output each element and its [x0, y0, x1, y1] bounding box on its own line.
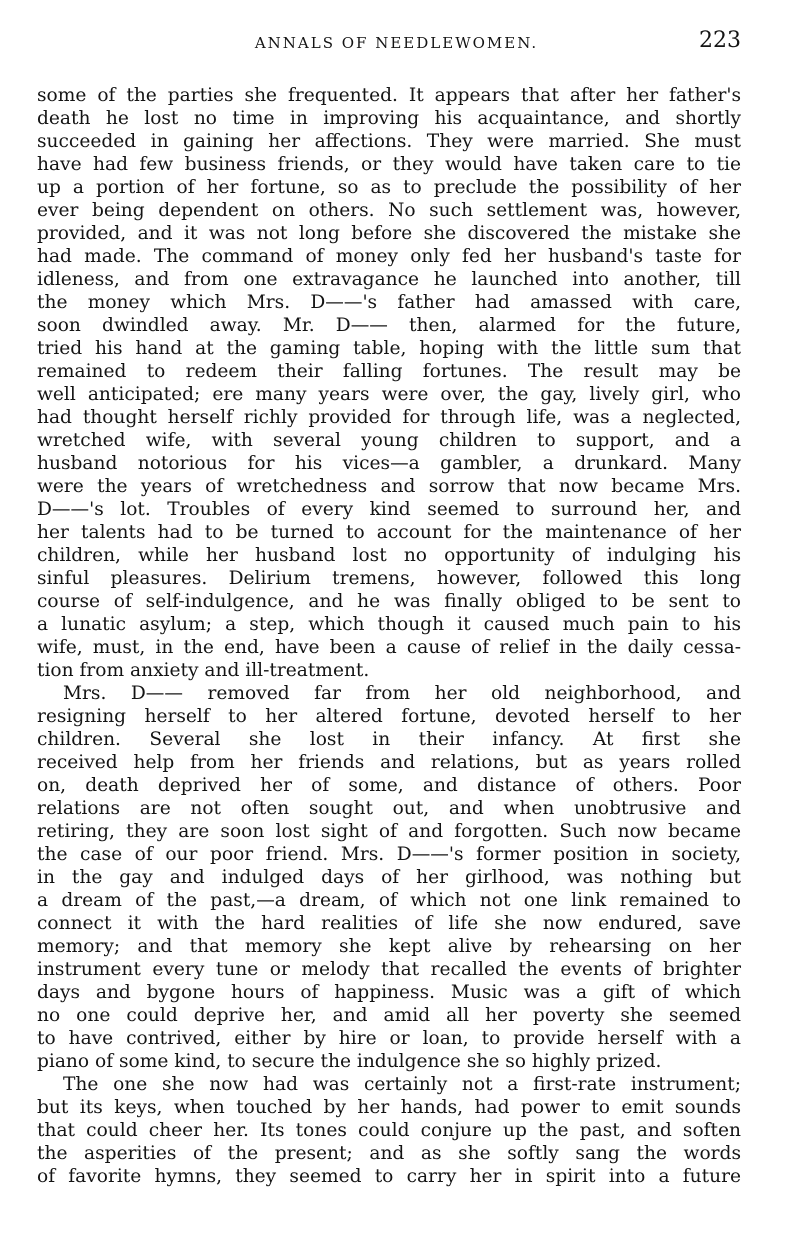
- text-line: remained to redeem their falling fortunes. The result may be: [37, 361, 741, 382]
- text-line: D——'s lot. Troubles of every kind seemed to surround her, and: [37, 499, 741, 520]
- text-line: relations are not often sought out, and when unobtrusive and: [37, 798, 741, 819]
- text-line: the money which Mrs. D——'s father had amassed with care,: [37, 292, 741, 313]
- text-line: the case of our poor friend. Mrs. D——'s former position in society,: [37, 844, 741, 865]
- text-line: retiring, they are soon lost sight of and forgotten. Such now became: [37, 821, 741, 842]
- text-line: on, death deprived her of some, and distance of others. Poor: [37, 775, 741, 796]
- text-line: connect it with the hard realities of life she now endured, save: [37, 913, 741, 934]
- text-line: a dream of the past,—a dream, of which not one link remained to: [37, 890, 741, 911]
- paragraph: [37, 682, 741, 1073]
- text-line: Mrs. D—— removed far from her old neighborhood, and: [63, 683, 741, 704]
- text-line: up a portion of her fortune, so as to preclude the possibility of her: [37, 177, 741, 198]
- text-line: that could cheer her. Its tones could conjure up the past, and soften: [37, 1120, 741, 1141]
- text-line: of favorite hymns, they seemed to carry her in spirit into a future: [37, 1166, 741, 1187]
- text-line: in the gay and indulged days of her girlhood, was nothing but: [37, 867, 741, 888]
- text-line: ever being dependent on others. No such settlement was, however,: [37, 200, 741, 221]
- text-line: course of self-indulgence, and he was finally obliged to be sent to: [37, 591, 741, 612]
- text-line: received help from her friends and relations, but as years rolled: [37, 752, 741, 773]
- text-line: sinful pleasures. Delirium tremens, however, followed this long: [37, 568, 741, 589]
- text-line: husband notorious for his vices—a gambler, a drunkard. Many: [37, 453, 741, 474]
- text-line: tried his hand at the gaming table, hoping with the little sum that: [37, 338, 741, 359]
- text-line: have had few business friends, or they would have taken care to tie: [37, 154, 741, 175]
- text-line: were the years of wretchedness and sorrow that now became Mrs.: [37, 476, 741, 497]
- text-line: piano of some kind, to secure the indulgence she so highly prized.: [37, 1051, 662, 1072]
- paragraph: [37, 1073, 741, 1188]
- text-line: her talents had to be turned to account for the maintenance of her: [37, 522, 741, 543]
- text-line: children, while her husband lost no opportunity of indulging his: [37, 545, 741, 566]
- text-line: had made. The command of money only fed her husband's taste for: [37, 246, 741, 267]
- running-title: ANNALS OF NEEDLEWOMEN.: [254, 34, 539, 52]
- text-line: days and bygone hours of happiness. Music was a gift of which: [37, 982, 741, 1003]
- text-line: soon dwindled away. Mr. D—— then, alarmed for the future,: [37, 315, 741, 336]
- text-line: idleness, and from one extravagance he launched into another, till: [37, 269, 741, 290]
- text-line: provided, and it was not long before she discovered the mistake she: [37, 223, 741, 244]
- text-line: wife, must, in the end, have been a cause of relief in the daily cessa-: [37, 637, 741, 658]
- text-line: instrument every tune or melody that recalled the events of brighter: [37, 959, 741, 980]
- text-line: death he lost no time in improving his acquaintance, and shortly: [37, 108, 741, 129]
- text-line: some of the parties she frequented. It appears that after her father's: [37, 85, 741, 106]
- text-line: a lunatic asylum; a step, which though it caused much pain to his: [37, 614, 741, 635]
- body-text: [37, 84, 741, 1188]
- text-line: no one could deprive her, and amid all her poverty she seemed: [37, 1005, 741, 1026]
- paragraph: [37, 84, 741, 682]
- text-line: had thought herself richly provided for through life, was a neglected,: [37, 407, 741, 428]
- text-line: wretched wife, with several young children to support, and a: [37, 430, 741, 451]
- text-line: The one she now had was certainly not a first-rate instrument;: [63, 1074, 741, 1095]
- text-line: but its keys, when touched by her hands, had power to emit sounds: [37, 1097, 741, 1118]
- text-line: resigning herself to her altered fortune, devoted herself to her: [37, 706, 741, 727]
- text-line: memory; and that memory she kept alive by rehearsing on her: [37, 936, 741, 957]
- text-line: children. Several she lost in their infancy. At first she: [37, 729, 741, 750]
- text-line: succeeded in gaining her affections. They were married. She must: [37, 131, 741, 152]
- text-line: tion from anxiety and ill-treatment.: [37, 660, 370, 681]
- text-line: well anticipated; ere many years were over, the gay, lively girl, who: [37, 384, 741, 405]
- page-number: 223: [699, 28, 741, 53]
- text-line: to have contrived, either by hire or loan, to provide herself with a: [37, 1028, 741, 1049]
- text-line: the asperities of the present; and as she softly sang the words: [37, 1143, 741, 1164]
